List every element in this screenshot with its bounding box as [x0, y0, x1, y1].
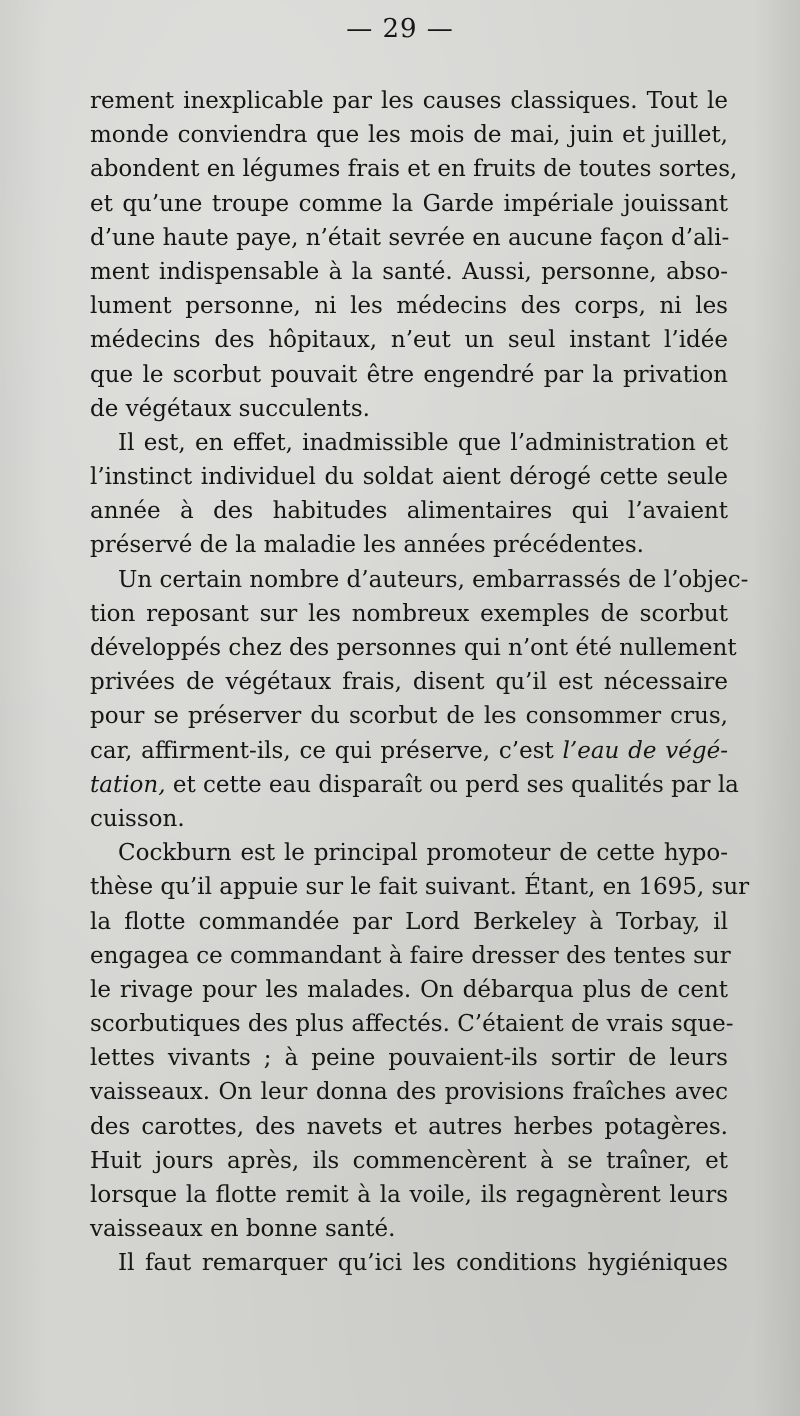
text-line [90, 255, 728, 289]
text-segment: la flotte commandée par Lord Berkeley à Torbay, il [90, 908, 728, 935]
text-segment: rement inexplicable par les causes classiques. Tout le [90, 88, 728, 114]
text-segment: ment indispensable à la santé. Aussi, personne, abso- [90, 258, 728, 285]
text-line [90, 118, 728, 152]
text-segment: privées de végétaux frais, disent qu’il est nécessaire [90, 669, 728, 696]
text-line [90, 973, 728, 1007]
text-line [90, 84, 728, 118]
text-segment: pour se préserver du scorbut de les consommer crus, [90, 703, 728, 730]
text-segment: car, affirment-ils, ce qui préserve, c’est [90, 737, 563, 764]
text-segment: scorbutiques des plus affectés. C’étaient de vrais sque- [90, 1011, 734, 1038]
text-segment: Huit jours après, ils commencèrent à se traîner, et [90, 1147, 728, 1174]
text-line [90, 528, 728, 562]
text-segment: et cette eau disparaît ou perd ses qualités par la [165, 771, 739, 798]
text-line [90, 836, 728, 870]
text-line [90, 905, 728, 939]
text-line [90, 1075, 728, 1109]
text-line [90, 1246, 728, 1280]
text-line [90, 494, 728, 528]
text-segment: Il faut remarquer qu’ici les conditions hygiéniques [118, 1250, 728, 1277]
text-segment: lettes vivants ; à peine pouvaient-ils sortir de leurs [90, 1045, 728, 1072]
text-segment: cuisson. [90, 805, 185, 832]
text-segment: vaisseaux. On leur donna des provisions fraîches avec [90, 1079, 728, 1106]
text-segment: et qu’une troupe comme la Garde impériale jouissant [90, 190, 728, 217]
text-line [90, 460, 728, 494]
text-segment: année à des habitudes alimentaires qui l’avaient [90, 498, 728, 525]
page-number: — 29 — [346, 14, 454, 44]
text-segment: vaisseaux en bonne santé. [90, 1216, 396, 1243]
text-segment: de végétaux succulents. [90, 395, 370, 422]
text-line [90, 1110, 728, 1144]
text-segment: tion reposant sur les nombreux exemples de scorbut [90, 600, 728, 627]
text-segment: Cockburn est le principal promoteur de cette hypo- [118, 840, 728, 867]
text-segment: thèse qu’il appuie sur le fait suivant. Étant, en 1695, sur [90, 874, 750, 901]
text-line [90, 597, 728, 631]
text-line [90, 699, 728, 733]
text-line [90, 734, 728, 768]
text-segment: lument personne, ni les médecins des corps, ni les [90, 293, 728, 320]
text-line [90, 802, 728, 836]
text-line [90, 631, 737, 665]
text-line [90, 1041, 728, 1075]
text-segment: abondent en légumes frais et en fruits de toutes sortes, [90, 156, 738, 183]
text-line [90, 870, 750, 904]
text-segment: développés chez des personnes qui n’ont été nullement [90, 635, 737, 661]
text-line [90, 1007, 734, 1041]
text-segment: préservé de la maladie les années précédentes. [90, 532, 644, 559]
text-segment: Un certain nombre d’auteurs, embarrassés de l’objec- [118, 566, 749, 593]
text-line [90, 358, 728, 392]
text-line [90, 563, 749, 597]
text-segment: d’une haute paye, n’était sevrée en aucune façon d’ali- [90, 224, 730, 251]
text-line [90, 187, 728, 221]
text-line [90, 1178, 728, 1212]
body-text [90, 84, 750, 1281]
text-line [90, 323, 728, 357]
text-segment: que le scorbut pouvait être engendré par la privation [90, 361, 728, 388]
text-line [90, 1212, 728, 1246]
text-line [90, 289, 728, 323]
text-line [90, 152, 738, 186]
text-segment: lorsque la flotte remit à la voile, ils regagnèrent leurs [90, 1182, 728, 1208]
italic-text-segment: tation, [90, 771, 166, 798]
text-segment: monde conviendra que les mois de mai, juin et juillet, [90, 122, 728, 149]
text-line [90, 392, 728, 426]
text-segment: l’instinct individuel du soldat aient dérogé cette seule [90, 464, 728, 491]
text-line [90, 1144, 728, 1178]
italic-text-segment: l’eau de végé- [562, 737, 728, 764]
text-line [90, 221, 728, 255]
text-segment: des carottes, des navets et autres herbes potagères. [90, 1113, 728, 1140]
text-segment: engagea ce commandant à faire dresser des tentes sur [90, 942, 731, 969]
text-line [90, 939, 731, 973]
text-segment: médecins des hôpitaux, n’eut un seul instant l’idée [90, 327, 728, 354]
text-segment: le rivage pour les malades. On débarqua plus de cent [90, 976, 728, 1003]
text-segment: Il est, en effet, inadmissible que l’administration et [118, 429, 728, 456]
text-line [90, 665, 728, 699]
text-line [90, 426, 728, 460]
text-line [90, 768, 739, 802]
